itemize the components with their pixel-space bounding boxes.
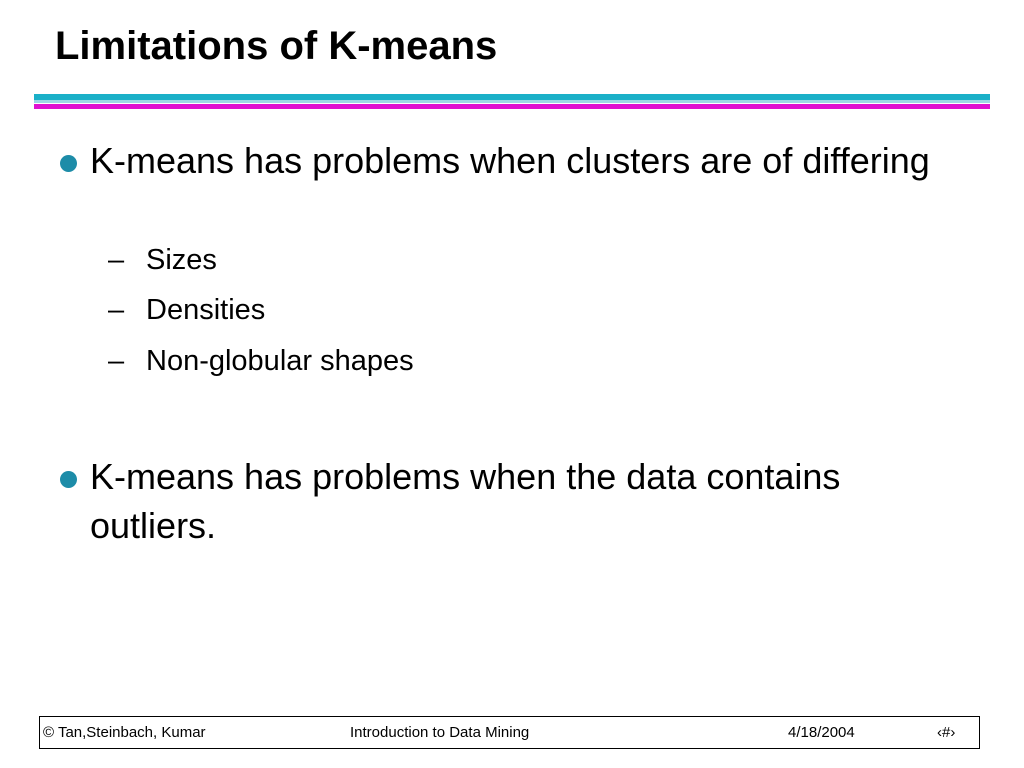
dash-marker: – <box>108 294 125 326</box>
sub-item <box>108 293 265 327</box>
sub-item <box>108 243 217 277</box>
sub-item-text: Densities <box>146 294 266 326</box>
sub-item-text: Sizes <box>146 244 217 276</box>
bullet-text: K-means has problems when clusters are of differing <box>90 140 930 181</box>
footer-course-title: Introduction to Data Mining <box>350 724 530 741</box>
dash-marker: – <box>108 345 125 377</box>
footer-copyright: © Tan,Steinbach, Kumar <box>43 724 206 741</box>
footer-date: 4/18/2004 <box>788 724 855 741</box>
bullet-text: K-means has problems when the data contains outliers. <box>90 456 841 546</box>
dash-marker: – <box>108 244 125 276</box>
slide-footer <box>39 716 980 749</box>
bullet-dot-icon <box>60 155 77 172</box>
footer-page-number: ‹#› <box>937 724 956 741</box>
sub-item <box>108 344 414 378</box>
slide-title: Limitations of K-means <box>55 24 498 68</box>
bullet-dot-icon <box>60 471 77 488</box>
sub-item-text: Non-globular shapes <box>146 345 414 377</box>
